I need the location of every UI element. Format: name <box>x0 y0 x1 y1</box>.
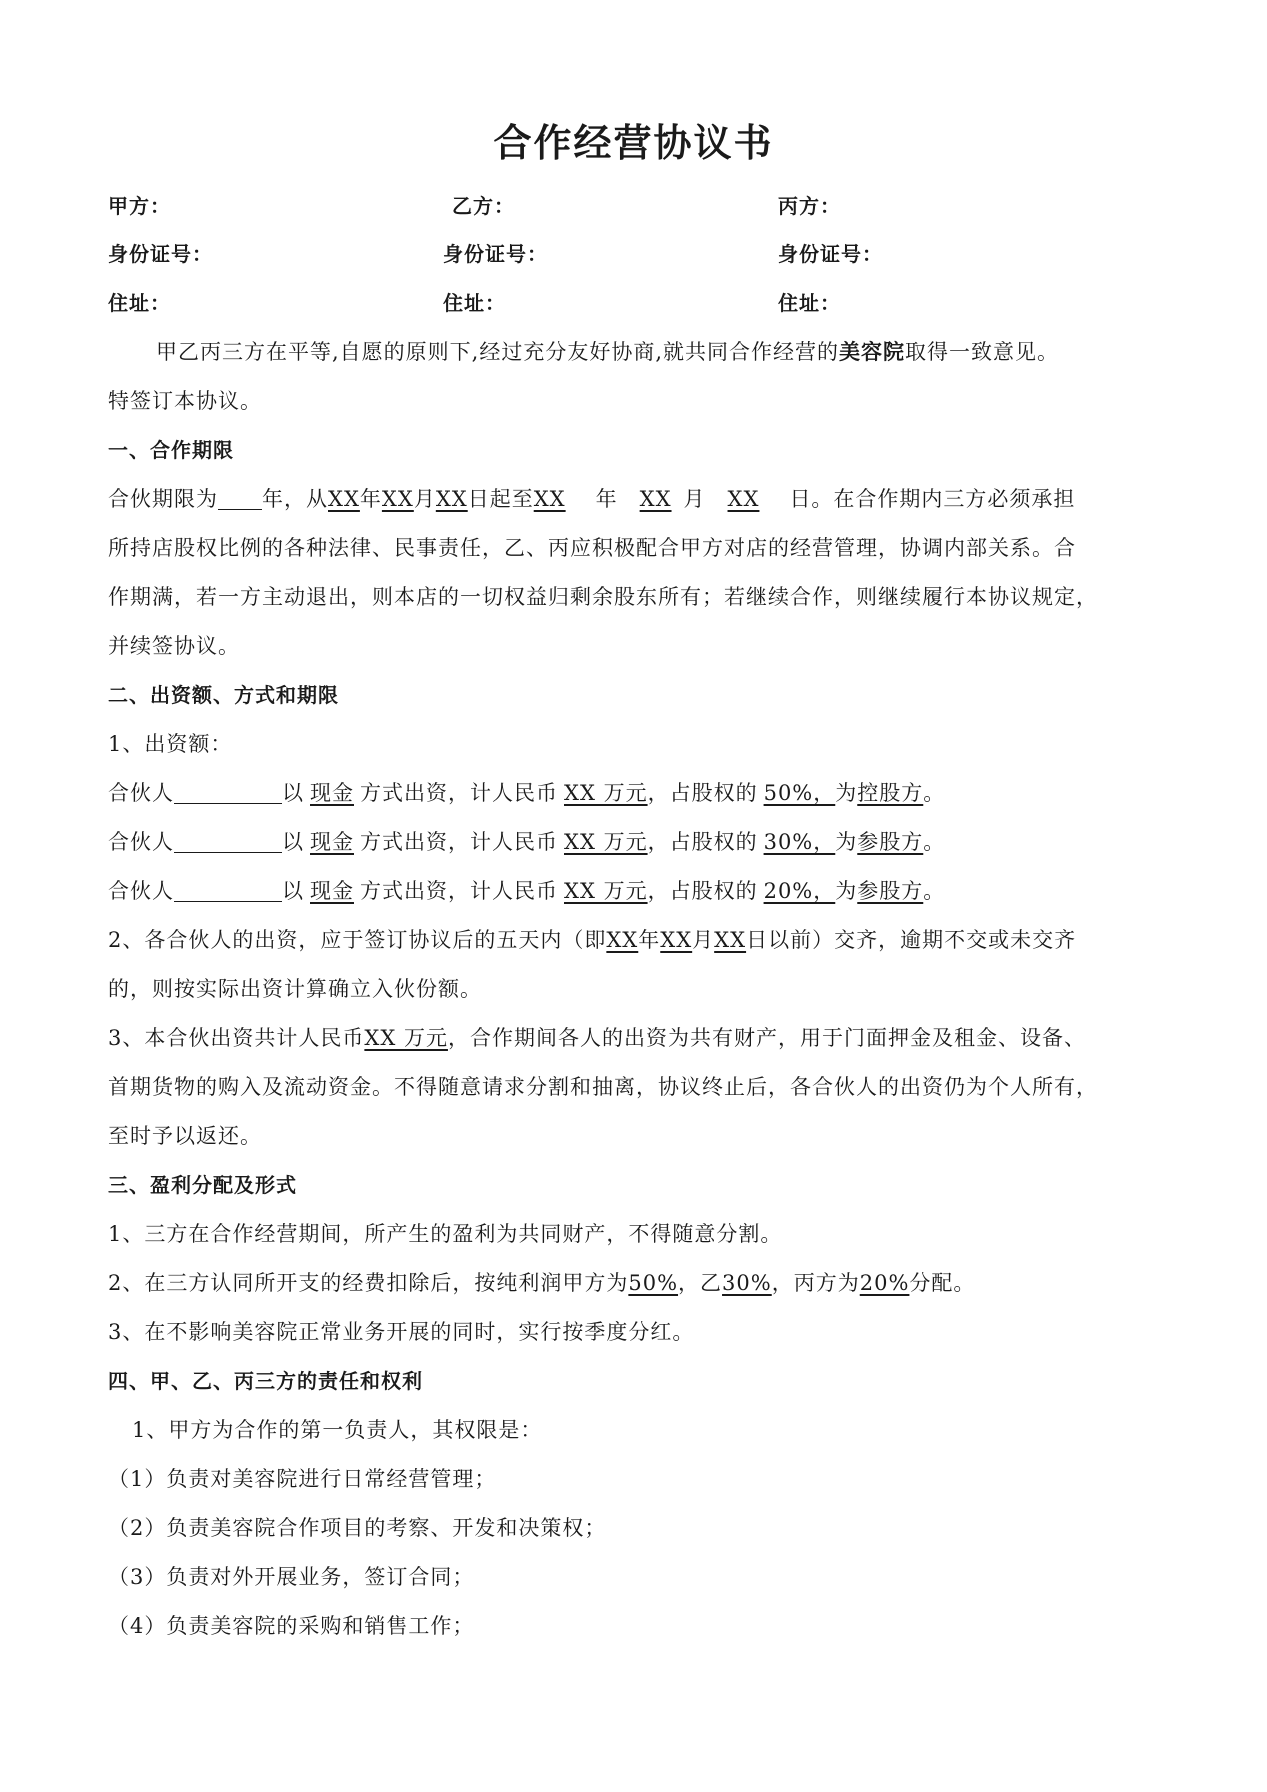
deadline-line-2: 的，则按实际出资计算确立入伙份额。 <box>108 977 482 1001</box>
intro-line-2: 特签订本协议。 <box>108 389 262 413</box>
section-3-heading: 三、盈利分配及形式 <box>108 1173 297 1197</box>
total-capital-line-2: 首期货物的购入及流动资金。不得随意请求分割和抽离，协议终止后，各合伙人的出资仍为个人所有， <box>108 1075 1098 1099</box>
party-b-id-label: 身份证号： <box>443 242 548 266</box>
party-b-label: 乙方： <box>452 194 515 218</box>
term-line-3: 作期满，若一方主动退出，则本店的一切权益归剩余股东所有；若继续合作，则继续履行本协议规定， <box>108 585 1098 609</box>
section-1-heading: 一、合作期限 <box>108 438 234 462</box>
profit-item-2: 2、在三方认同所开支的经费扣除后，按纯利润甲方为50%，乙30%，丙方为20%分配。 <box>108 1271 976 1295</box>
section-4-heading: 四、甲、乙、丙三方的责任和权利 <box>108 1369 423 1393</box>
party-a-id-label: 身份证号： <box>108 242 213 266</box>
partner-name-blank <box>174 875 282 902</box>
document-title: 合作经营协议书 <box>493 121 774 165</box>
deadline-line-1: 2、各合伙人的出资，应于签订协议后的五天内（即XX年XX月XX日以前）交齐，逾期不交或未交齐 <box>108 928 1077 952</box>
profit-item-3: 3、在不影响美容院正常业务开展的同时，实行按季度分红。 <box>108 1320 695 1344</box>
duty-item: （4）负责美容院的采购和销售工作； <box>108 1614 475 1638</box>
party-a-label: 甲方： <box>108 194 171 218</box>
term-line-4: 并续签协议。 <box>108 634 240 658</box>
duty-item: （3）负责对外开展业务，签订合同； <box>108 1565 475 1589</box>
party-a-duties-intro: 1、甲方为合作的第一负责人，其权限是： <box>132 1418 543 1442</box>
partner-row: 合伙人 以 现金 方式出资，计人民币 XX 万元，占股权的 30%，为参股方。 <box>108 822 945 862</box>
duty-item: （2）负责美容院合作项目的考察、开发和决策权； <box>108 1516 607 1540</box>
intro-line-1: 甲乙丙三方在平等,自愿的原则下,经过充分友好协商,就共同合作经营的美容院取得一致意见。 <box>156 339 1060 364</box>
party-a-address-label: 住址： <box>108 291 171 315</box>
profit-item-1: 1、三方在合作经营期间，所产生的盈利为共同财产，不得随意分割。 <box>108 1222 783 1246</box>
partner-name-blank <box>174 826 282 853</box>
capital-subheading: 1、出资额： <box>108 732 233 756</box>
business-name: 美容院 <box>839 339 906 364</box>
party-c-label: 丙方： <box>778 194 841 218</box>
party-b-address-label: 住址： <box>443 291 506 315</box>
total-capital-line-1: 3、本合伙出资共计人民币XX 万元，合作期间各人的出资为共有财产，用于门面押金及租金、设备、 <box>108 1026 1086 1050</box>
term-line-2: 所持店股权比例的各种法律、民事责任，乙、丙应积极配合甲方对店的经营管理，协调内部关系。合 <box>108 536 1076 560</box>
partner-row: 合伙人 以 现金 方式出资，计人民币 XX 万元，占股权的 20%，为参股方。 <box>108 871 945 911</box>
section-2-heading: 二、出资额、方式和期限 <box>108 683 339 707</box>
term-years-blank <box>218 483 262 510</box>
total-capital-line-3: 至时予以返还。 <box>108 1124 262 1148</box>
party-c-id-label: 身份证号： <box>778 242 883 266</box>
partner-name-blank <box>174 777 282 804</box>
term-line-1: 合伙期限为 年，从XX年XX月XX日起至XX 年 XX 月 XX 日。在合作期内三方必须承担 <box>108 479 1075 519</box>
party-c-address-label: 住址： <box>778 291 841 315</box>
duty-item: （1）负责对美容院进行日常经营管理； <box>108 1467 497 1491</box>
partner-row: 合伙人 以 现金 方式出资，计人民币 XX 万元，占股权的 50%，为控股方。 <box>108 773 945 813</box>
